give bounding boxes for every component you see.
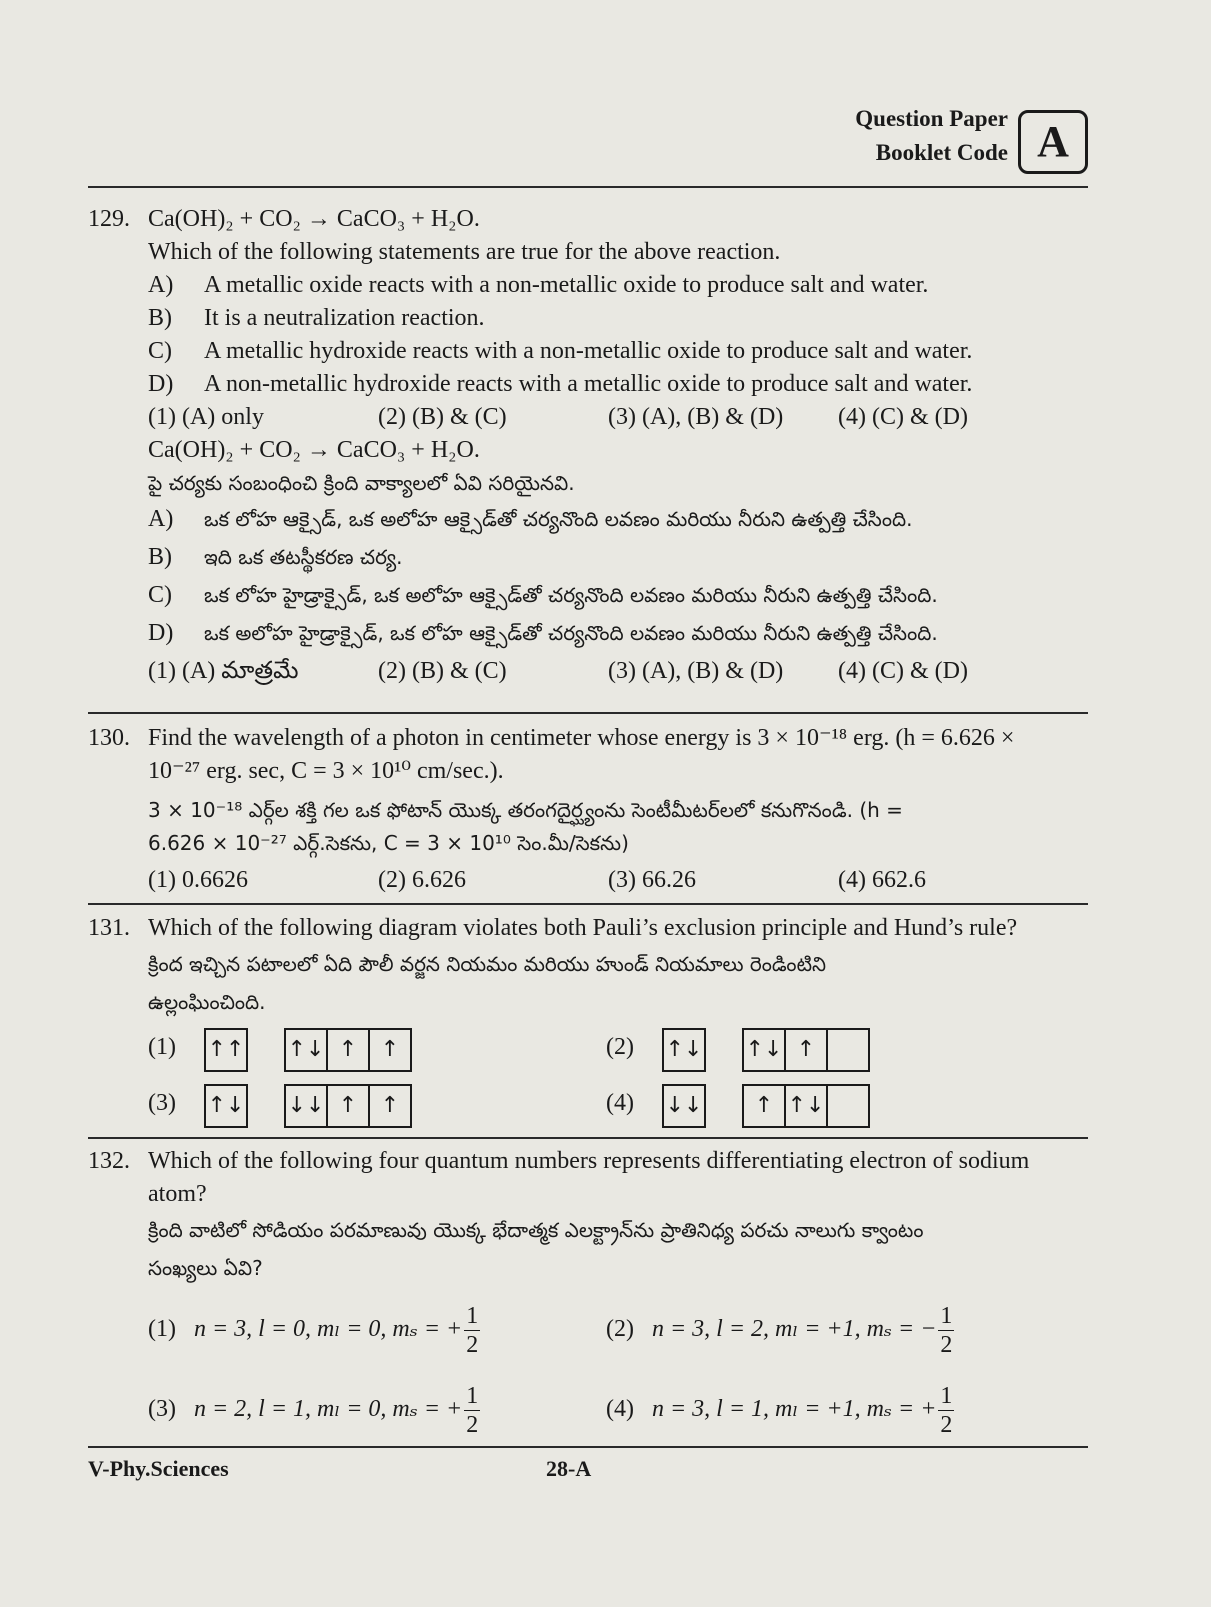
booklet-code-box: A (1018, 110, 1088, 174)
statement-d-te: D) ఒక అలోహ హైడ్రాక్సైడ్, ఒక లోహ ఆక్సైడ్‌తో చర్యనొంది లవణం మరియు నీరుని ఉత్పత్తి చేసింది. (148, 620, 938, 646)
booklet-code-header (838, 102, 1088, 172)
question-text-te-line-1: 3 × 10⁻¹⁸ ఎర్గ్‌ల శక్తి గల ఒక ఫోటాన్ యొక్క తరంగదైర్ఘ్యంను సెంటీమీటర్‌లలో కనుగొనండి. (h = (148, 798, 903, 822)
s-orbital-box (204, 1084, 248, 1128)
quantum-option-1: (1) n = 3, l = 0, mₗ = 0, mₛ = + $\frac{1}{2}$ (148, 1303, 479, 1358)
option-4-te: (4) (C) & (D) (838, 658, 968, 684)
divider (88, 1446, 1088, 1448)
question-text: Which of the following statements are true for the above reaction. (148, 239, 781, 265)
orbital-cell (828, 1086, 868, 1126)
question-text-line-1: Which of the following four quantum numbers represents differentiating electron of sodium (148, 1148, 1030, 1174)
option-label: (3) (148, 1090, 176, 1116)
question-number: 132. (88, 1148, 130, 1174)
question-text-line-2: 10⁻²⁷ erg. sec, C = 3 × 10¹⁰ cm/sec.). (148, 758, 504, 784)
option-1: (1) (A) only (148, 404, 264, 430)
page-number: 28-A (546, 1456, 592, 1481)
statement-b-te: B) ఇది ఒక తటస్థీకరణ చర్య. (148, 544, 403, 570)
option-1: (1) 0.6626 (148, 867, 248, 893)
question-text-line-2: atom? (148, 1181, 207, 1207)
statement-c: C) A metallic hydroxide reacts with a non-metallic oxide to produce salt and water. (148, 338, 973, 364)
divider (88, 903, 1088, 905)
question-number: 131. (88, 915, 130, 941)
question-text-line-1: Find the wavelength of a photon in centimeter whose energy is 3 × 10⁻¹⁸ erg. (h = 6.626 × (148, 725, 1015, 751)
option-3: (3) 66.26 (608, 867, 696, 893)
question-text-te-line-2: సంఖ్యలు ఏవి? (148, 1256, 263, 1280)
question-number: 130. (88, 725, 130, 751)
statement-a: A) A metallic oxide reacts with a non-metallic oxide to produce salt and water. (148, 272, 929, 298)
orbital-cell (828, 1030, 868, 1070)
question-text-te-line-1: క్రింద ఇచ్చిన పటాలలో ఏది పౌలీ వర్జన నియమం మరియు హుండ్ నియమాలు రెండింటిని (148, 952, 827, 976)
p-orbital-box (742, 1084, 870, 1128)
question-text-te-line-1: క్రింది వాటిలో సోడియం పరమాణువు యొక్క భేదాత్మక ఎలక్ట్రాన్‌ను ప్రాతినిధ్య పరచు నాలుగు క్వాంటం (148, 1218, 924, 1242)
statement-a-te: A) ఒక లోహ ఆక్సైడ్, ఒక అలోహ ఆక్సైడ్‌తో చర్యనొంది లవణం మరియు నీరుని ఉత్పత్తి చేసింది. (148, 506, 913, 532)
quantum-option-2: (2) n = 3, l = 2, mₗ = +1, mₛ = − $\frac{1}{2}$ (606, 1303, 953, 1358)
orbital-cell: ↑ (786, 1030, 828, 1070)
orbital-option-4 (606, 1084, 1026, 1128)
option-label: (1) (148, 1034, 176, 1060)
answer-options (148, 401, 1088, 434)
question-text-te-line-2: ఉల్లంఘించింది. (148, 990, 266, 1014)
question-text-te: పై చర్యకు సంబంధించి క్రింది వాక్యాలలో ఏవి సరియైనవి. (148, 471, 575, 495)
option-3-te: (3) (A), (B) & (D) (608, 658, 784, 684)
divider (88, 186, 1088, 188)
s-orbital-box (662, 1084, 706, 1128)
fraction: $\frac{1}{2}$ (466, 1383, 479, 1438)
question-number: 129. (88, 206, 130, 232)
statement-b: B) It is a neutralization reaction. (148, 305, 485, 331)
header-line-2: Booklet Code (875, 140, 1008, 165)
orbital-cell: ↑↓ (207, 1093, 245, 1118)
orbital-cell: ↑ (328, 1030, 370, 1070)
orbital-cell: ↑↓ (665, 1037, 703, 1062)
s-orbital-box (204, 1028, 248, 1072)
fraction: $\frac{1}{2}$ (466, 1303, 479, 1358)
s-orbital-box (662, 1028, 706, 1072)
statement-c-te: C) ఒక లోహ హైడ్రాక్సైడ్, ఒక అలోహ ఆక్సైడ్‌తో చర్యనొంది లవణం మరియు నీరుని ఉత్పత్తి చేసింది. (148, 582, 938, 608)
option-label: (4) (606, 1090, 634, 1116)
p-orbital-box (284, 1084, 412, 1128)
statement-d: D) A non-metallic hydroxide reacts with a metallic oxide to produce salt and water. (148, 371, 973, 397)
fraction: $\frac{1}{2}$ (940, 1383, 953, 1438)
orbital-option-2 (606, 1028, 1026, 1072)
option-1-te: (1) (A) మాత్రమే (148, 658, 299, 684)
answer-options (148, 864, 1088, 897)
orbital-cell: ↑↓ (744, 1030, 786, 1070)
option-label: (2) (606, 1034, 634, 1060)
divider (88, 712, 1088, 714)
quantum-option-4: (4) n = 3, l = 1, mₗ = +1, mₛ = + $\frac{1}{2}$ (606, 1383, 953, 1438)
option-2: (2) (B) & (C) (378, 404, 507, 430)
orbital-option-1 (148, 1028, 568, 1072)
divider (88, 1137, 1088, 1139)
orbital-cell: ↑↓ (286, 1030, 328, 1070)
orbital-cell: ↑ (328, 1086, 370, 1126)
orbital-diagram-options (148, 1028, 1088, 1128)
question-text-te-line-2: 6.626 × 10⁻²⁷ ఎర్గ్.సెకను, C = 3 × 10¹⁰ సెం.మీ/సెకను) (148, 831, 629, 855)
orbital-cell: ↑ (380, 1037, 400, 1062)
option-4: (4) (C) & (D) (838, 404, 968, 430)
option-4: (4) 662.6 (838, 867, 926, 893)
orbital-cell: ↑↓ (786, 1086, 828, 1126)
quantum-option-3: (3) n = 2, l = 1, mₗ = 0, mₛ = + $\frac{1}{2}$ (148, 1383, 479, 1438)
orbital-cell: ↑ (380, 1093, 400, 1118)
subject-code: V-Phy.Sciences (88, 1456, 229, 1481)
p-orbital-box (284, 1028, 412, 1072)
orbital-cell: ↑↑ (207, 1037, 245, 1062)
equation-te: Ca(OH)₂ + CO₂ → CaCO₃ + H₂O. (148, 437, 480, 463)
fraction: $\frac{1}{2}$ (940, 1303, 953, 1358)
p-orbital-box (742, 1028, 870, 1072)
question-text: Which of the following diagram violates both Pauli’s exclusion principle and Hund’s rule? (148, 915, 1018, 941)
header-line-1: Question Paper (855, 106, 1008, 131)
option-3: (3) (A), (B) & (D) (608, 404, 784, 430)
equation: Ca(OH)₂ + CO₂ → CaCO₃ + H₂O. (148, 206, 480, 232)
option-2-te: (2) (B) & (C) (378, 658, 507, 684)
orbital-cell: ↓↓ (286, 1086, 328, 1126)
orbital-option-3 (148, 1084, 568, 1128)
booklet-code-label (855, 102, 1008, 170)
answer-options-te (148, 652, 1088, 690)
option-2: (2) 6.626 (378, 867, 466, 893)
orbital-cell: ↑ (744, 1086, 786, 1126)
orbital-cell: ↓↓ (665, 1093, 703, 1118)
